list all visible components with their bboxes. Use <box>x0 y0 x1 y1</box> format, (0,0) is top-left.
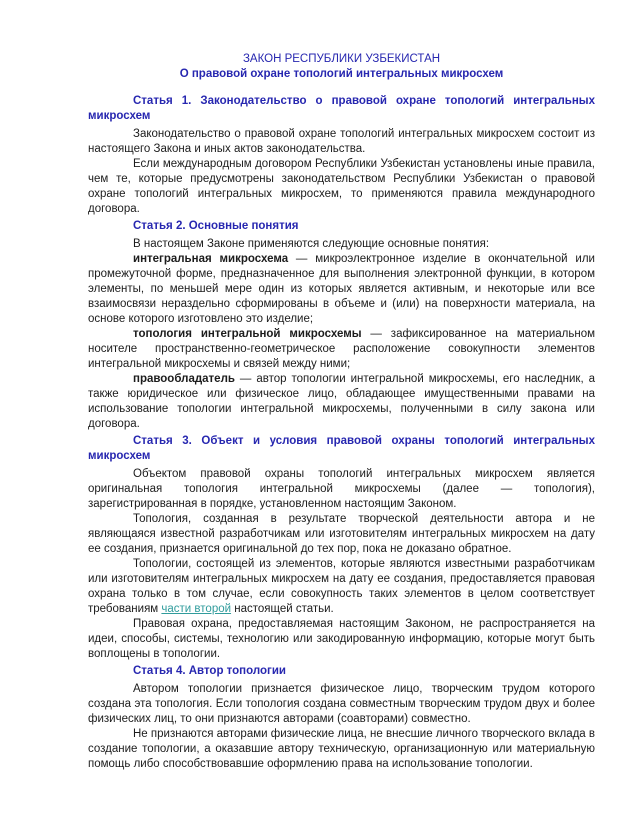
paragraph-text: настоящей статьи. <box>231 603 334 615</box>
doc-subtitle: О правовой охране топологий интегральных микросхем <box>179 68 504 80</box>
article-3-paragraph-1: Объектом правовой охраны топологий интегральных микросхем является оригинальная топология интегральной микросхемы (далее — топология), зарегистрированная в порядке, установленном настоящим Законом. <box>88 468 595 510</box>
part-two-reference-link[interactable]: части второй <box>161 603 232 615</box>
article-3-heading: Статья 3. Объект и условия правовой охраны топологий интегральных микросхем <box>88 435 595 462</box>
term-definition-text: — зафиксированное на материальном носителе пространственно-геометрическое расположение совокупности элементов интегральной микросхемы и связей между ними; <box>88 328 595 370</box>
article-4-heading: Статья 4. Автор топологии <box>133 665 286 677</box>
paragraph-text: Топологии, состоящей из элементов, которые являются известными разработчикам или изготовителям интегральных микросхем на дату ее создания, предоставляется правовая охрана только в том случае, если совокупность таких элементов в целом соответствует требованиям <box>88 558 595 615</box>
document-page <box>88 52 595 772</box>
article-1-heading: Статья 1. Законодательство о правовой охране топологий интегральных микросхем <box>88 95 595 122</box>
term-label: топология интегральной микросхемы <box>133 328 362 340</box>
term-definition-text: — микроэлектронное изделие в окончательной или промежуточной форме, предназначенное для выполнения электронной функции, в котором элементы, по меньшей мере один из которых является активным, и некоторые или все взаимосвязи нераздельно сформированы в объеме и (или) на поверхности материала, на основе которого изготовлено это изделие; <box>88 253 595 325</box>
article-4-paragraph-2: Не признаются авторами физические лица, не внесшие личного творческого вклада в создание топологии, а оказавшие автору техническую, организационную или материальную помощь либо способствовавшие оформлению права на использование топологии. <box>88 728 596 770</box>
article-3-paragraph-3 <box>88 557 595 617</box>
article-2-intro: В настоящем Законе применяются следующие основные понятия: <box>133 238 490 250</box>
article-1-paragraph-2: Если международным договором Республики Узбекистан установлены иные правила, чем те, которые предусмотрены законодательством Республики Узбекистан о правовой охране топологий интегральных микросхем, то применяются правила международного договора. <box>88 158 595 215</box>
doc-title: ЗАКОН РЕСПУБЛИКИ УЗБЕКИСТАН <box>242 53 441 65</box>
article-2-term-definition <box>88 372 595 432</box>
article-2-heading: Статья 2. Основные понятия <box>133 220 299 232</box>
article-2-term-definition <box>88 327 595 372</box>
article-3-paragraph-2: Топология, созданная в результате творческой деятельности автора и не являющаяся известной разработчикам или изготовителям интегральных микросхем на дату ее создания, признается оригинальной до тех пор, пока не доказано обратное. <box>88 513 595 555</box>
term-label: правообладатель <box>133 373 235 385</box>
article-2-term-definition <box>88 252 595 327</box>
term-definition-text: — автор топологии интегральной микросхемы, его наследник, а также юридическое или физическое лицо, обладающее имущественными правами на использование топологии интегральной микросхемы, полученными в силу закона или договора. <box>88 373 595 430</box>
article-3-paragraph-4: Правовая охрана, предоставляемая настоящим Законом, не распространяется на идеи, способы, системы, технологию или закодированную информацию, которые могут быть воплощены в топологии. <box>88 618 595 660</box>
article-4-paragraph-1: Автором топологии признается физическое лицо, творческим трудом которого создана эта топология. Если топология создана совместным творческим трудом двух и более физических лиц, то они признаются авторами (соавторами) совместно. <box>88 683 595 725</box>
article-1-paragraph-1: Законодательство о правовой охране топологий интегральных микросхем состоит из настоящего Закона и иных актов законодательства. <box>88 128 595 155</box>
term-label: интегральная микросхема <box>133 253 289 265</box>
